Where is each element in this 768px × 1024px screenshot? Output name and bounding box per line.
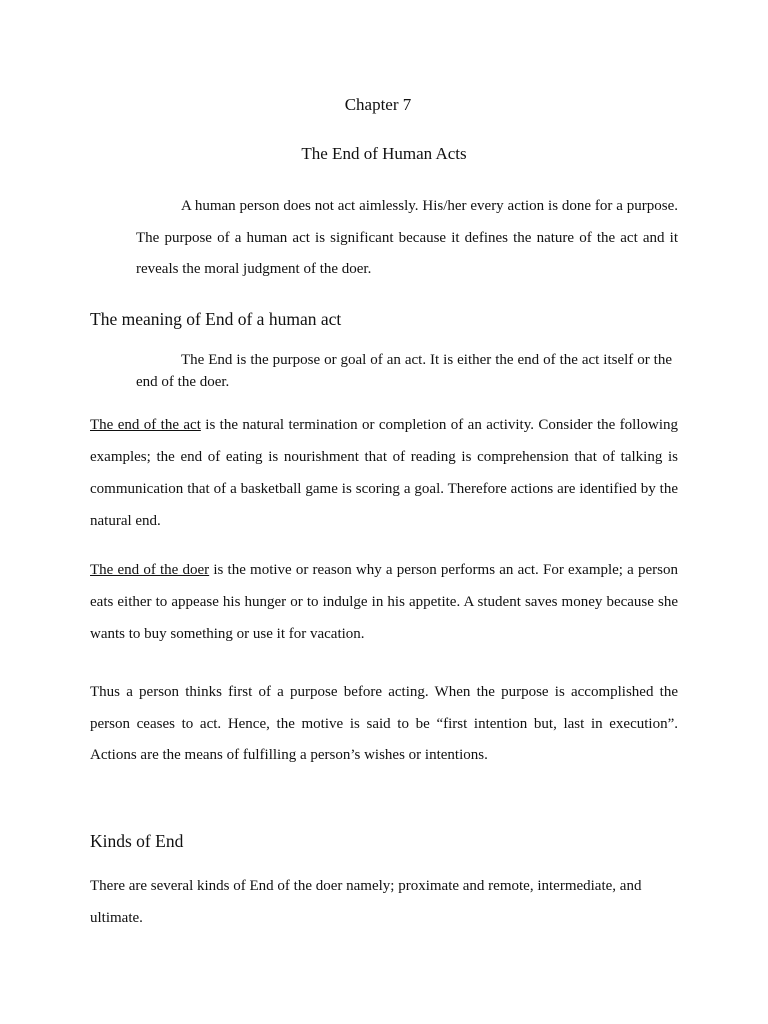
definition-paragraph: The End is the purpose or goal of an act. It is either the end of the act itself or the end of the doer. (136, 352, 672, 390)
end-of-doer-term: The end of the doer (90, 562, 210, 578)
kinds-paragraph: There are several kinds of End of the doer namely; proximate and remote, intermediate, and ultimate. (90, 878, 642, 926)
end-of-doer-paragraph (90, 554, 678, 650)
intro-paragraph: A human person does not act aimlessly. His/her every action is done for a purpose. The purpose of a human act is significant because it defines the nature of the act and it reveals the moral judgment of the doer. (136, 198, 678, 277)
section-heading-meaning: The meaning of End of a human act (90, 309, 342, 329)
purpose-paragraph: Thus a person thinks first of a purpose before acting. When the purpose is accomplished the person ceases to act. Hence, the motive is said to be “first intention but, last in execution”. Actions are the means of fulfilling a person’s wishes or intentions. (90, 684, 678, 763)
chapter-title: The End of Human Acts (301, 144, 467, 163)
end-of-act-text: is the natural termination or completion of an activity. Consider the following examples; the end of eating is nourishment that of reading is comprehension that of talking is communication that of a basketball game is scoring a goal. Therefore actions are identified by the natural end. (90, 417, 678, 529)
section-heading-kinds: Kinds of End (90, 831, 184, 851)
chapter-label: Chapter 7 (344, 95, 412, 114)
end-of-act-paragraph (90, 409, 678, 537)
end-of-doer-text: is the motive or reason why a person performs an act. For example; a person eats either to appease his hunger or to indulge in his appetite. A student saves money because she wants to buy something or use it for vacation. (90, 562, 678, 642)
end-of-act-term: The end of the act (90, 417, 201, 433)
